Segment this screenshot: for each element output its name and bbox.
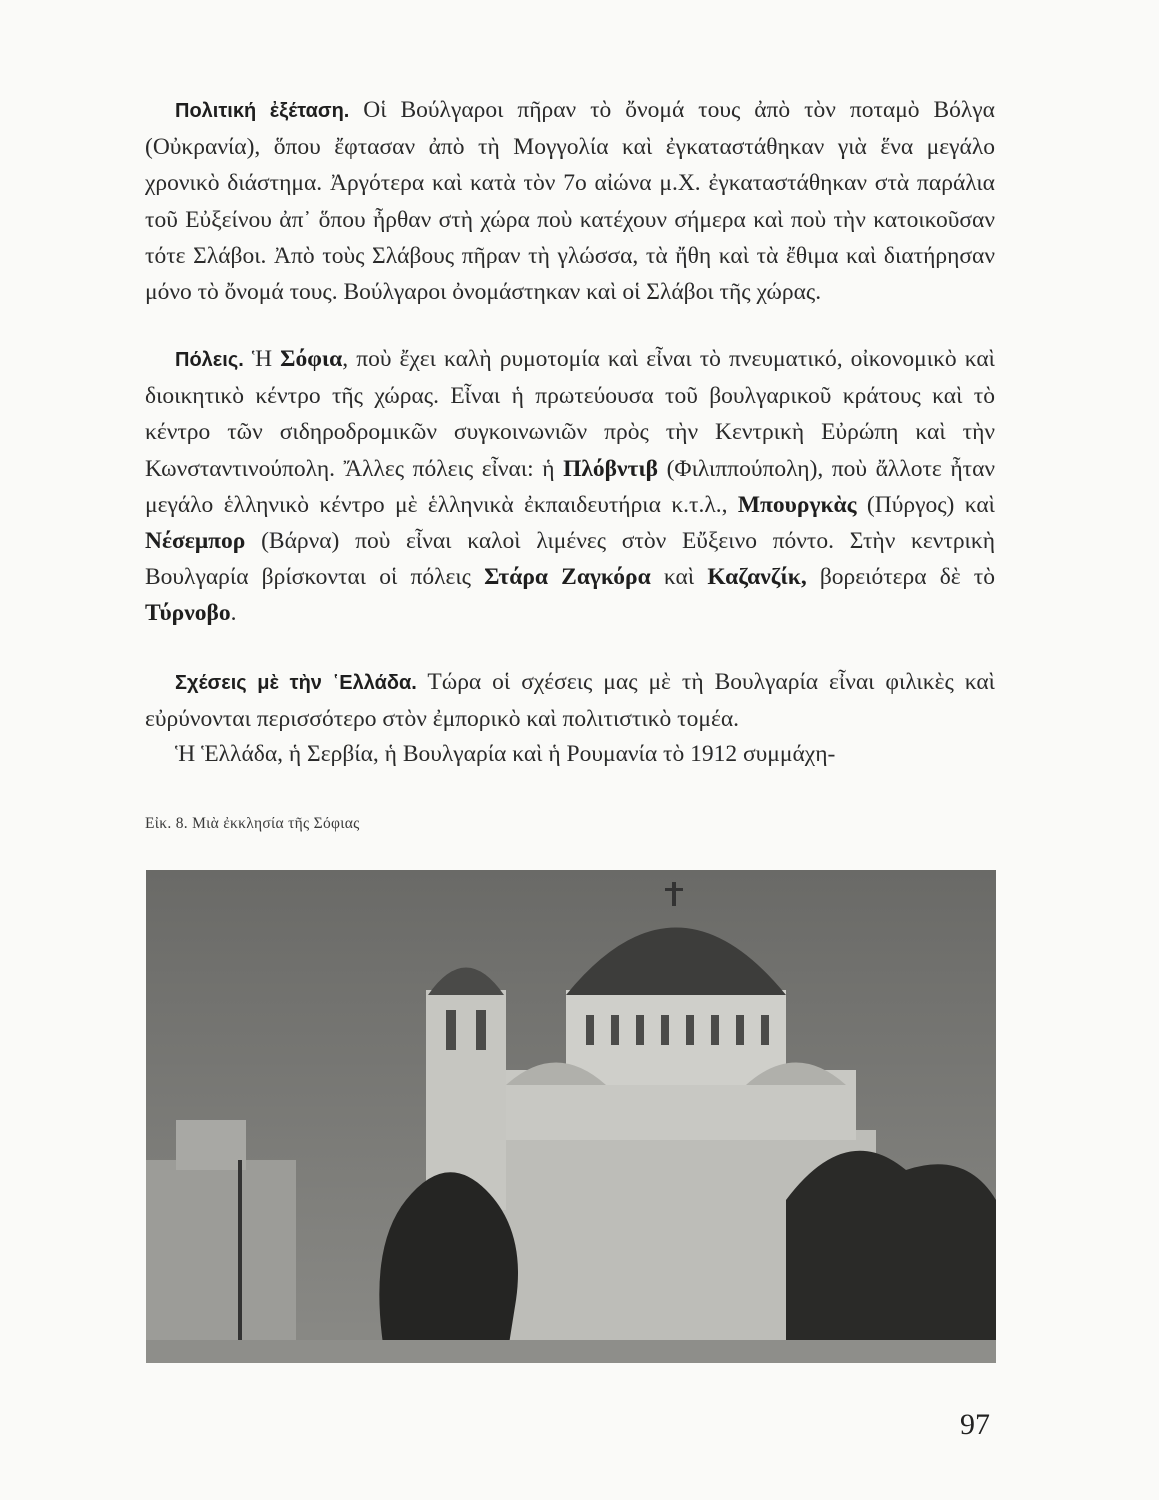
city-name-kazanlak: Καζανζίκ, [707,564,807,591]
figure-caption: Εἰκ. 8. Μιὰ ἐκκλησία τῆς Σόφιας [145,815,360,832]
paragraph-text: Ἡ [243,346,281,372]
paragraph-political-review [145,92,995,310]
city-name-stara-zagora: Στάρα Ζαγκόρα [484,564,651,591]
paragraph-text: , ποὺ ἔχει καλὴ ρυμοτομία καὶ εἶναι τὸ πνευματικό, οἰκονομικὸ καὶ διοικητικὸ κέντρο τῆς χώρας. Εἶναι ἡ πρωτεύουσα τοῦ βουλγαρικοῦ κράτους καὶ τὸ κέντρο τῶν σιδηροδρομικῶν συγκοινωνιῶν πρὸς τὴν Κεντρικὴ Εὐρώπη καὶ τὴν Κωνσταντινούπολη. Ἄλλες πόλεις εἶναι: ἡ [145,346,995,482]
paragraph-text: βορειότερα δὲ τὸ [806,564,995,591]
paragraph-text: Τώρα οἱ σχέσεις μας μὲ τὴ Βουλγαρία εἶναι φιλικὲς καὶ εὐρύνονται περισσότερο στὸν ἐμπορικὸ καὶ πολιτιστικὸ τομέα. [145,669,995,733]
city-name-nesebar: Νέσεμπορ [145,528,246,555]
paragraph-text: (Πύργος) καὶ [856,491,995,518]
paragraph-text: (Φιλιππούπολη), ποὺ ἄλλοτε ἦταν μεγάλο ἑλληνικὸ κέντρο μὲ ἑλληνικὰ ἐκπαιδευτήρια κ.τ.λ., [145,455,996,518]
paragraph-text: Οἱ Βούλγαροι πῆραν τὸ ὄνομά τους ἀπὸ τὸν ποταμὸ Βόλγα (Οὐκρανία), ὅπου ἔφτασαν ἀπὸ τὴ Μογγολία καὶ ἐγκαταστάθηκαν γιὰ ἕνα μεγάλο χρονικὸ διάστημα. Ἀργότερα καὶ κατὰ τὸν 7ο αἰώνα μ.Χ. ἐγκαταστάθηκαν στὰ παράλια τοῦ Εὐξείνου ἀπ᾿ ὅπου ἦρθαν στὴ χώρα ποὺ κατέχουν σήμερα καὶ ποὺ τὴν κατοικοῦσαν τότε Σλάβοι. Ἀπὸ τοὺς Σλάβους πῆραν τὴ γλώσσα, τὰ ἤθη καὶ τὰ ἔθιμα καὶ διατήρησαν μόνο τὸ ὄνομά τους. Βούλγαροι ὀνομάστηκαν καὶ οἱ Σλάβοι τῆς χώρας. [145,97,995,306]
cathedral-illustration [146,870,996,1363]
city-name-plovdiv: Πλόβντιβ [563,455,659,482]
city-name-tarnovo: Τύρνοβο [145,600,231,627]
section-heading: Πολιτική ἐξέταση. [175,100,350,122]
paragraph-alliance [145,736,995,772]
paragraph-text: Ἡ Ἑλλάδα, ἡ Σερβία, ἡ Βουλγαρία καὶ ἡ Ρουμανία τὸ 1912 συμμάχη- [175,741,836,767]
city-name-sofia: Σόφια [280,346,343,372]
section-heading: Πόλεις. [175,349,244,371]
paragraph-cities [145,341,995,632]
city-name-burgas: Μπουργκὰς [737,491,857,518]
paragraph-relations-greece [145,664,995,737]
paragraph-text: . [230,600,237,627]
section-heading: Σχέσεις μὲ τὴν ῾Ελλάδα. [175,672,417,694]
paragraph-text: (Βάρνα) ποὺ εἶναι καλοὶ λιμένες στὸν Εὔξεινο πόντο. Στὴν κεντρικὴ Βουλγαρία βρίσκονται οἱ πόλεις [145,528,995,591]
cathedral-photo [146,870,996,1363]
page-number: 97 [960,1408,990,1441]
paragraph-text: καὶ [650,564,708,591]
